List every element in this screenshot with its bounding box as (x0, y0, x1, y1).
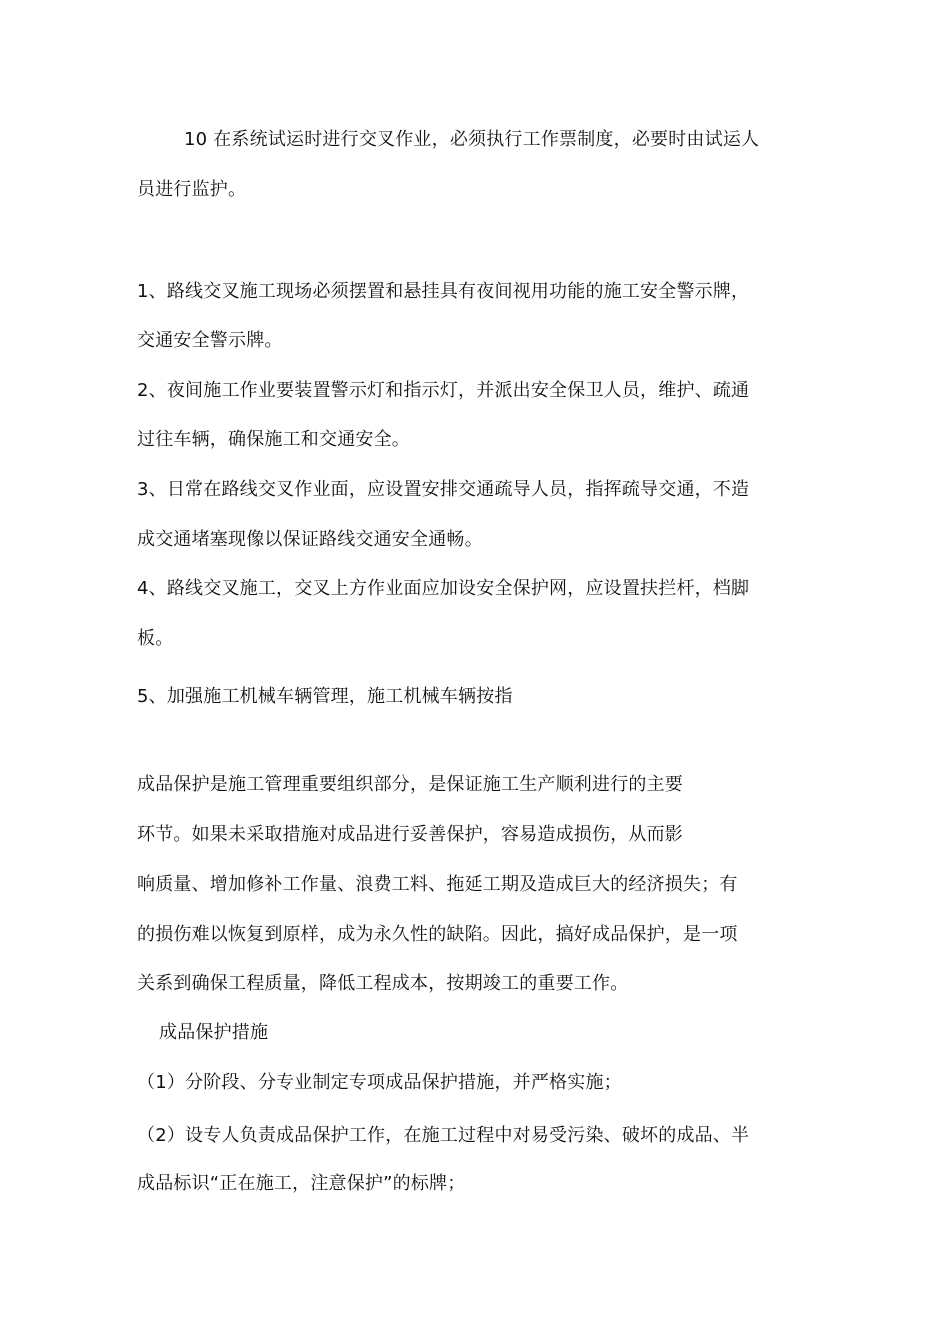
list-item-1-line: 1、路线交叉施工现场必须摆置和悬挂具有夜间视用功能的施工安全警示牌， (137, 281, 750, 302)
paragraph-line: 关系到确保工程质量，降低工程成本，按期竣工的重要工作。 (137, 973, 629, 994)
list-item-4-line: 4、路线交叉施工，交叉上方作业面应加设安全保护网，应设置扶拦杆，档脚 (137, 578, 750, 599)
list-item-2-line: 过往车辆，确保施工和交通安全。 (137, 429, 410, 450)
list-item-4-line: 板。 (137, 628, 174, 649)
paragraph-line: 的损伤难以恢复到原样，成为永久性的缺陷。因此，搞好成品保护，是一项 (137, 924, 738, 945)
measure-item-1: （1）分阶段、分专业制定专项成品保护措施，并严格实施； (137, 1072, 622, 1093)
list-item-3-line: 3、日常在路线交叉作业面，应设置安排交通疏导人员，指挥疏导交通，不造 (137, 479, 750, 500)
section-heading: 成品保护措施 (159, 1022, 269, 1043)
paragraph-line: 员进行监护。 (137, 179, 247, 200)
list-item-3-line: 成交通堵塞现像以保证路线交通安全通畅。 (137, 529, 483, 550)
paragraph-line: 环节。如果未采取措施对成品进行妥善保护，容易造成损伤，从而影 (137, 824, 683, 845)
measure-item-2-line: （2）设专人负责成品保护工作，在施工过程中对易受污染、破坏的成品、半 (137, 1125, 750, 1146)
measure-item-2-line: 成品标识“正在施工，注意保护”的标牌； (137, 1173, 466, 1194)
paragraph-line: 成品保护是施工管理重要组织部分，是保证施工生产顺利进行的主要 (137, 774, 683, 795)
list-item-5-line: 5、加强施工机械车辆管理，施工机械车辆按指 (137, 686, 513, 707)
paragraph-line: 响质量、增加修补工作量、浪费工料、拖延工期及造成巨大的经济损失；有 (137, 874, 738, 895)
list-item-2-line: 2、夜间施工作业要装置警示灯和指示灯，并派出安全保卫人员，维护、疏通 (137, 380, 750, 401)
paragraph-line: 10 在系统试运时进行交叉作业，必须执行工作票制度，必要时由试运人 (184, 129, 760, 150)
list-item-1-line: 交通安全警示牌。 (137, 330, 283, 351)
